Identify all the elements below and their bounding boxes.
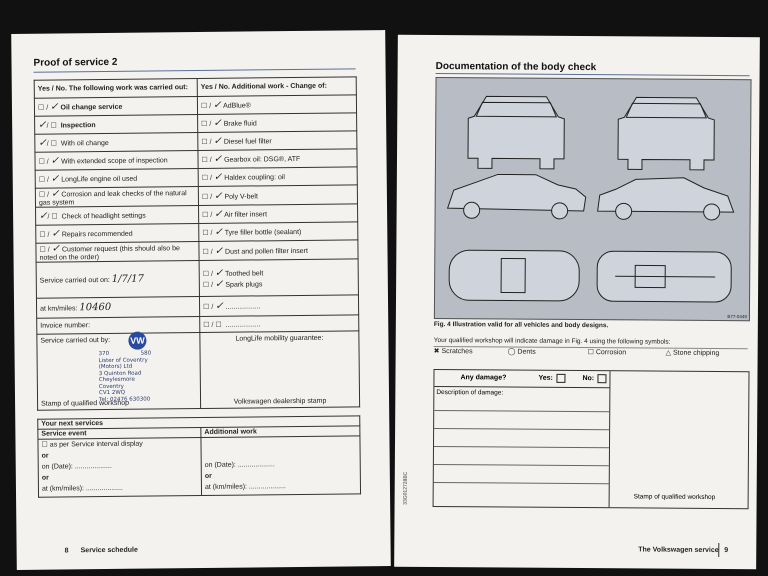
title-rule-right: [436, 73, 750, 76]
km-miles: at km/miles: 10460: [36, 297, 199, 319]
row-tyre-filler: ☐ / ✓ Tyre filler bottle (sealant): [199, 222, 358, 242]
row-blank-2: ☐ / ☐ ..................: [200, 315, 359, 333]
side-code: 33G012728BC: [402, 471, 409, 505]
underbody-view: [597, 251, 731, 302]
carried-out-by: Service carried out by: Stamp of qualified workshop: [37, 333, 201, 411]
service-event-cell: ☐ as per Service interval display or on (Date): ................... or at (km/miles): ...................: [38, 438, 202, 498]
figure-code: B77-0449: [727, 314, 747, 320]
page-number-left: 8: [64, 547, 69, 555]
row-customer-request: ☐ / ✓ Customer request (this should also be noted on the order): [36, 242, 199, 263]
yes-checkbox[interactable]: [556, 374, 565, 383]
symbol-dents: ◯ Dents: [507, 348, 536, 356]
no-label: No:: [582, 375, 595, 383]
row-poly-vbelt: ☐ / ✓ Poly V-belt: [198, 185, 357, 206]
stamp-qualified-label: Stamp of qualified workshop: [41, 399, 130, 408]
dealer-stamp-label: Volkswagen dealership stamp: [233, 397, 327, 406]
row-extended-scope: ☐ / ✓ With extended scope of inspection: [35, 151, 198, 171]
longlife-cell: LongLife mobility guarantee: Volkswagen dealership stamp: [200, 331, 360, 409]
row-brake-fluid: ☐ / ✓ Brake fluid: [198, 113, 357, 133]
any-damage-label: Any damage?: [460, 374, 507, 382]
row-oil-change: ☐ / ✓ Oil change service: [34, 97, 197, 117]
row-toothed-belt: ☐ / ✓ Toothed belt ☐ / ✓ Spark plugs: [199, 259, 358, 297]
description-label: Description of damage:: [436, 389, 504, 397]
symbol-scratches: ✖ Scratches: [433, 348, 473, 356]
footer-right: The Volkswagen service: [638, 546, 719, 554]
row-haldex: ☐ / ✓ Haldex coupling: oil: [198, 167, 357, 187]
row-with-oil-change: ✓/ ☐ With oil change: [35, 133, 198, 153]
top-view: [449, 250, 579, 301]
title-rule: [34, 68, 356, 72]
next-services-title: Your next services: [38, 416, 360, 429]
row-inspection: ✓/ ☐ Inspection: [35, 115, 198, 135]
vw-logo: VW: [128, 332, 146, 350]
side-view-right: [598, 177, 734, 220]
service-table: [34, 76, 360, 410]
row-diesel-filter: ☐ / ✓ Diesel fuel filter: [198, 131, 357, 151]
col1-header: Yes / No. The following work was carried out:: [34, 79, 197, 99]
left-page: [11, 30, 391, 570]
row-gearbox-oil: ☐ / ✓ Gearbox oil: DSG®, ATF: [198, 149, 357, 169]
service-event-header: Service event: [38, 428, 201, 440]
dealer-stamp: 370 Lister of Coventry (Motors) Ltd 3 Quinton Road Cheylesmore Coventry CV1 2WQ Tel: 02476 630300: [98, 350, 151, 403]
body-check-title: Documentation of the body check: [435, 61, 597, 74]
page-title: Proof of service 2: [33, 56, 118, 69]
row-repairs: ☐ / ✓ Repairs recommended: [36, 224, 199, 244]
symbol-stone-chipping: △ Stone chipping: [665, 349, 720, 357]
footer-left: Service schedule: [80, 546, 138, 555]
carried-out-on: Service carried out on: 1/7/17: [36, 261, 199, 299]
additional-work-cell: on (Date): ................... or at (km/miles): ...................: [201, 436, 361, 496]
col2-header: Yes / No. Additional work - Change of:: [197, 77, 356, 97]
symbols-intro: Your qualified workshop will indicate damage in Fig. 4 using the following symbols:: [433, 337, 671, 346]
page-number-right: 9: [724, 547, 729, 555]
row-longlife-oil: ☐ / ✓ LongLife engine oil used: [35, 169, 198, 189]
dealer-code: 580: [140, 350, 152, 357]
symbol-corrosion: ☐ Corrosion: [587, 349, 627, 357]
next-services-table: [37, 415, 361, 497]
rear-view: [468, 96, 565, 169]
figure-caption: Fig. 4 Illustration valid for all vehicles and body designs.: [433, 321, 609, 330]
car-illustration: [434, 77, 752, 321]
right-page: [394, 35, 760, 570]
row-adblue: ☐ / ✓ AdBlue®: [197, 95, 356, 115]
row-blank-1: ☐ / ✓ ..................: [199, 295, 358, 317]
front-view: [618, 97, 715, 170]
car-outlines-svg: [435, 78, 751, 320]
footer-divider: [718, 543, 719, 557]
row-pollen-filter: ☐ / ✓ Dust and pollen filter insert: [199, 240, 358, 261]
side-view-left: [448, 174, 586, 219]
row-headlight: ✓/ ☐ Check of headlight settings: [36, 206, 199, 226]
invoice-number: Invoice number:: [37, 317, 200, 335]
additional-work-header: Additional work: [201, 426, 360, 438]
row-air-filter: ☐ / ✓ Air filter insert: [199, 204, 358, 224]
no-checkbox[interactable]: [597, 374, 606, 383]
yes-label: Yes:: [538, 374, 553, 382]
row-corrosion-gas: ☐ / ✓ Corrosion and leak checks of the natural gas system: [35, 187, 198, 208]
damage-box: [433, 369, 750, 509]
stamp-label-right: Stamp of qualified workshop: [633, 493, 716, 501]
